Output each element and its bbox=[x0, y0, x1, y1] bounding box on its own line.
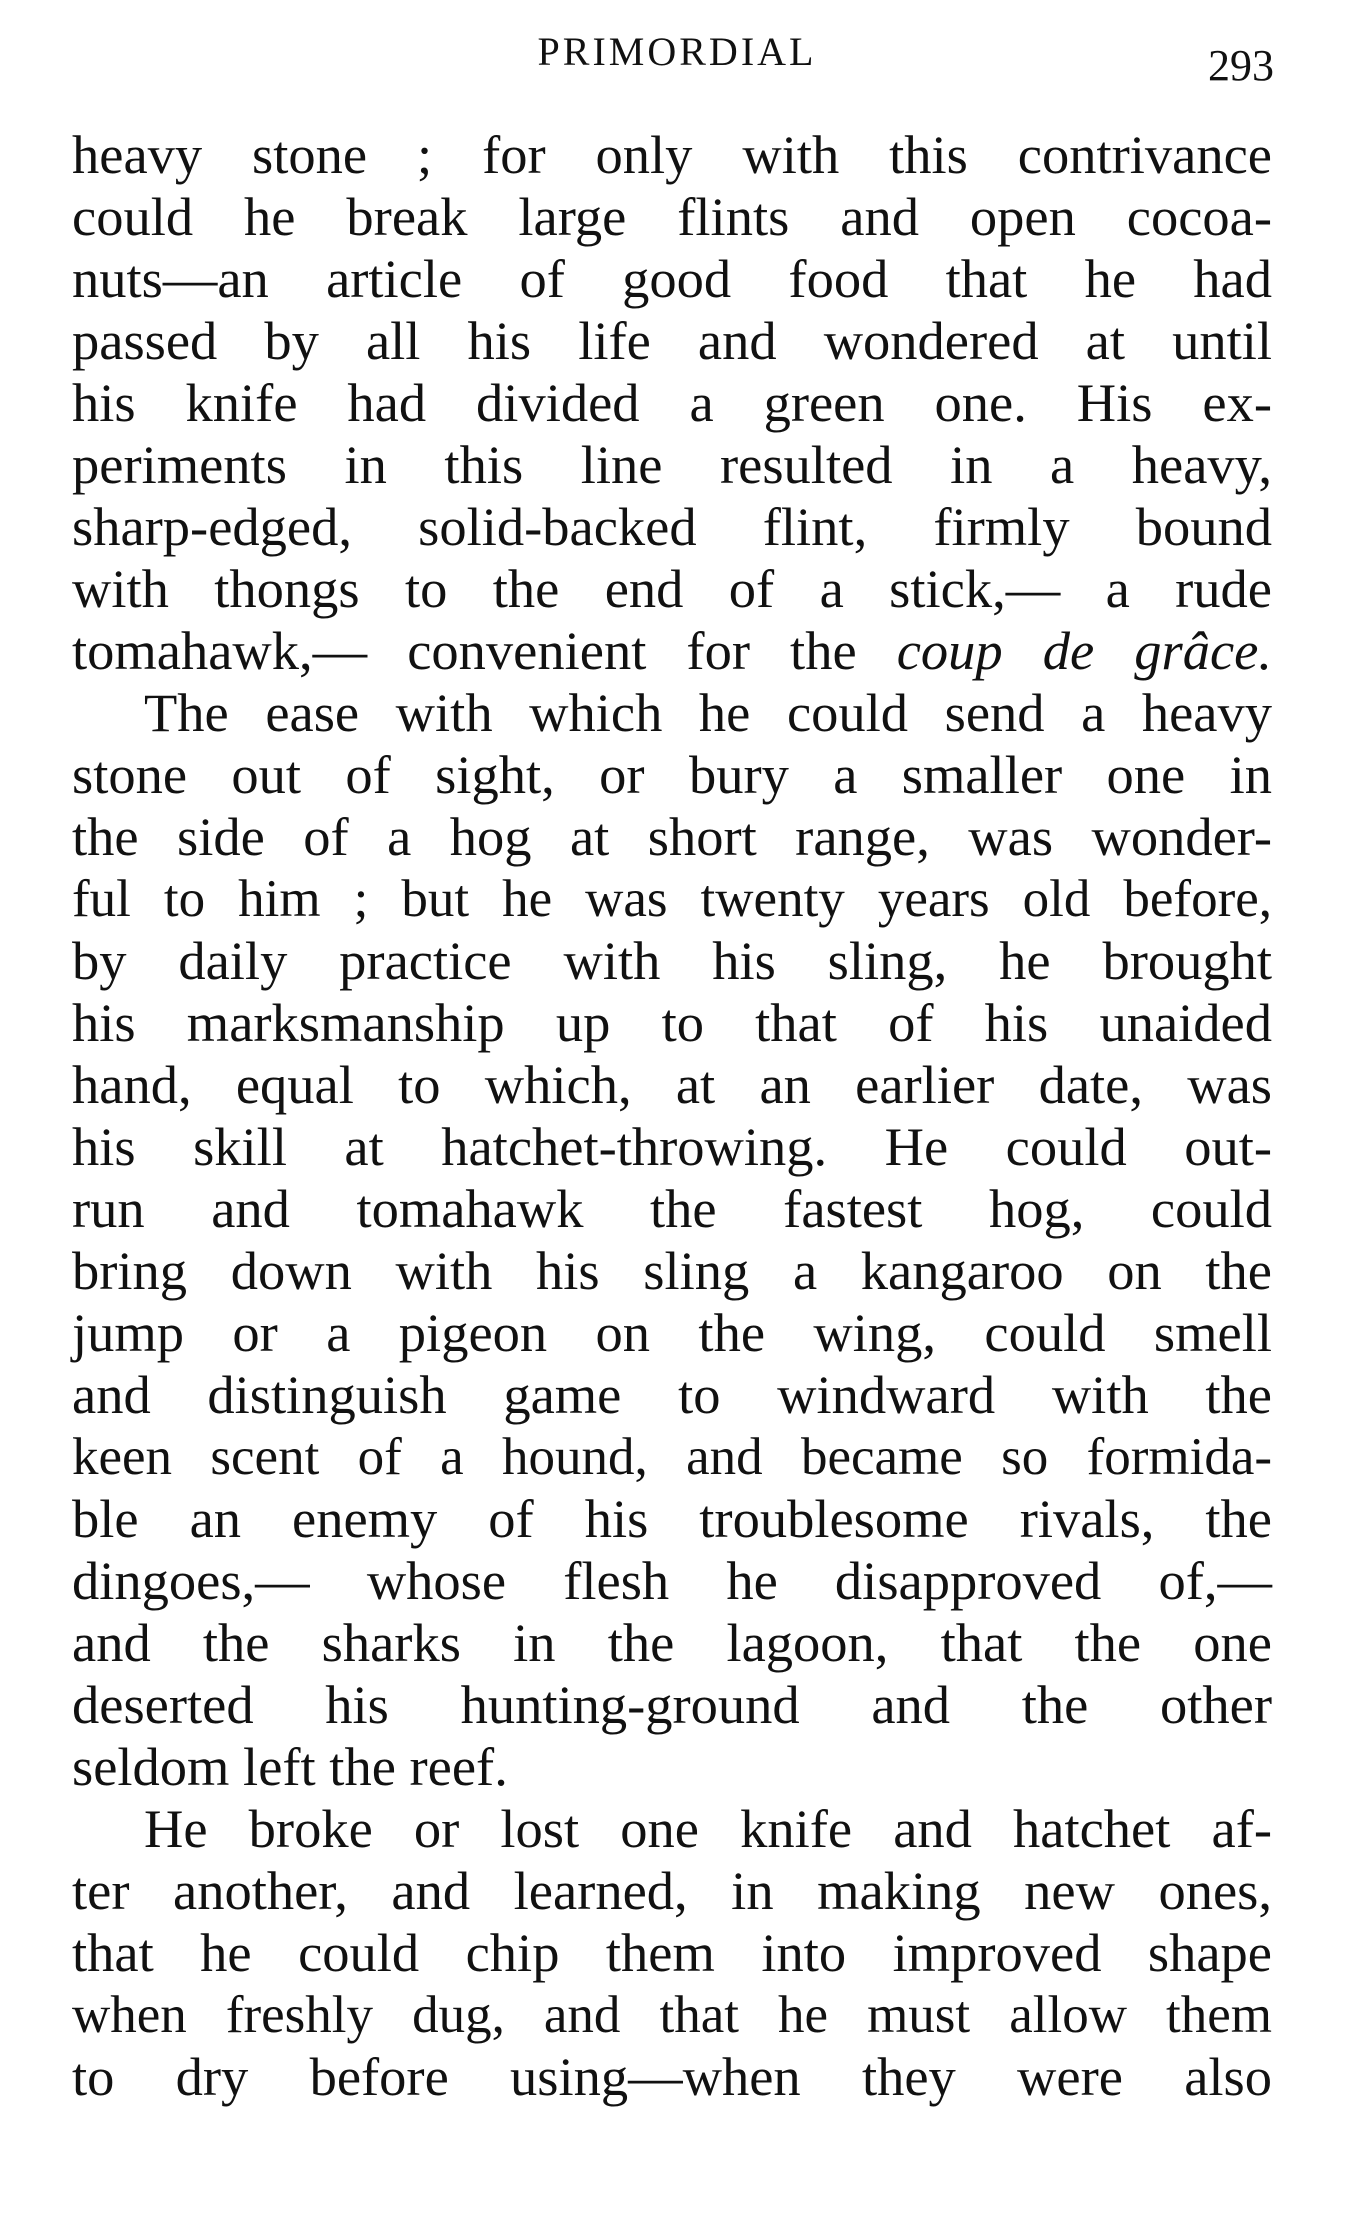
text-line: could he break large flints and open cocoa- bbox=[72, 186, 1272, 247]
text-line: sharp-edged, solid-backed flint, firmly bound bbox=[72, 496, 1272, 557]
text-line: and the sharks in the lagoon, that the one bbox=[72, 1612, 1272, 1673]
text-line: periments in this line resulted in a heavy, bbox=[72, 434, 1272, 495]
text-line: the side of a hog at short range, was wonder- bbox=[72, 806, 1272, 867]
text-line: passed by all his life and wondered at until bbox=[72, 310, 1272, 371]
text-line-final: seldom left the reef. bbox=[72, 1736, 508, 1797]
text-line: ble an enemy of his troublesome rivals, the bbox=[72, 1488, 1272, 1549]
line-text: tomahawk,— convenient for the bbox=[72, 620, 897, 681]
text-line: his knife had divided a green one. His ex- bbox=[72, 372, 1272, 433]
text-line: by daily practice with his sling, he brought bbox=[72, 930, 1272, 991]
italic-phrase: coup de grâce. bbox=[896, 620, 1272, 681]
text-line: hand, equal to which, at an earlier date, was bbox=[72, 1054, 1272, 1115]
text-line: to dry before using—when they were also bbox=[72, 2046, 1272, 2107]
page-number: 293 bbox=[1208, 41, 1274, 90]
text-line-first: He broke or lost one knife and hatchet af- bbox=[144, 1798, 1272, 1859]
text-line-first: The ease with which he could send a heavy bbox=[144, 682, 1272, 743]
text-line: with thongs to the end of a stick,— a rude bbox=[72, 558, 1272, 619]
running-head bbox=[0, 24, 1354, 90]
text-line: and distinguish game to windward with the bbox=[72, 1364, 1272, 1425]
text-line: nuts—an article of good food that he had bbox=[72, 248, 1272, 309]
text-line: stone out of sight, or bury a smaller one in bbox=[72, 744, 1272, 805]
text-line: bring down with his sling a kangaroo on the bbox=[72, 1240, 1272, 1301]
text-line: run and tomahawk the fastest hog, could bbox=[72, 1178, 1272, 1239]
text-line: deserted his hunting-ground and the other bbox=[72, 1674, 1272, 1735]
text-line: that he could chip them into improved shape bbox=[72, 1922, 1272, 1983]
text-line: when freshly dug, and that he must allow them bbox=[72, 1986, 1272, 2044]
running-title: PRIMORDIAL bbox=[537, 29, 817, 74]
text-line: his marksmanship up to that of his unaided bbox=[72, 992, 1272, 1053]
text-line: his skill at hatchet-throwing. He could out- bbox=[72, 1116, 1272, 1177]
text-line-final bbox=[72, 620, 1272, 682]
text-line: jump or a pigeon on the wing, could smell bbox=[72, 1302, 1272, 1363]
text-line: dingoes,— whose flesh he disapproved of,— bbox=[72, 1550, 1272, 1611]
text-line: heavy stone ; for only with this contrivance bbox=[72, 124, 1272, 185]
text-line: ter another, and learned, in making new ones, bbox=[72, 1860, 1272, 1921]
text-line: keen scent of a hound, and became so formida- bbox=[72, 1428, 1272, 1486]
body-text bbox=[72, 124, 1272, 2108]
text-line: ful to him ; but he was twenty years old before, bbox=[72, 870, 1272, 928]
